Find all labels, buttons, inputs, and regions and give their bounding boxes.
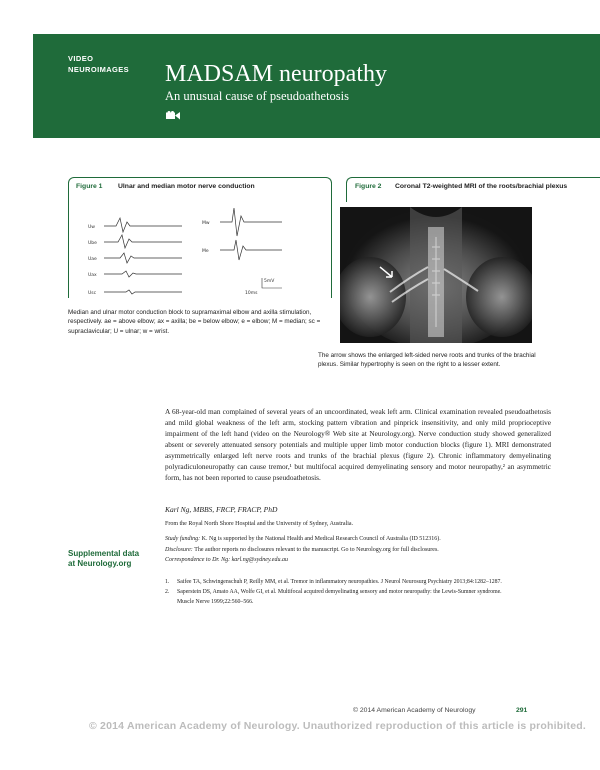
disclosure-line: Disclosure: The author reports no disclosures relevant to the manuscript. Go to Neurology.org for full disclosures. xyxy=(165,546,439,553)
figure2-title: Coronal T2-weighted MRI of the roots/brachial plexus xyxy=(395,183,568,190)
trace-label-uae: Uae xyxy=(88,257,97,262)
references-list xyxy=(165,577,515,607)
article-category xyxy=(68,53,129,75)
correspondence-line: Correspondence to Dr. Ng: karl.ng@sydney.edu.au xyxy=(165,557,288,563)
trace-mw xyxy=(220,208,282,236)
reference-item: 1. Saifee TA, Schwingenschuh P, Reilly MM, et al. Tremor in inflammatory neuropathies. J Neurol Neurosurg Psychiatry 2013;84:1282–1287. xyxy=(165,579,502,585)
study-funding-line: Study funding: K. Ng is supported by the National Health and Medical Research Council of Australia (ID 512316). xyxy=(165,536,441,542)
category-video: VIDEO xyxy=(68,54,94,63)
journal-copyright: © 2014 American Academy of Neurology xyxy=(353,707,476,714)
trace-label-uw: Uw xyxy=(88,225,95,230)
figure2-caption: The arrow shows the enlarged left-sided nerve roots and trunks of the brachial plexus. Similar hypertrophy is seen on the right to a lesser extent. xyxy=(318,352,536,369)
trace-usc xyxy=(104,290,182,294)
ulnar-traces xyxy=(104,218,182,294)
category-neuroimages: NEUROIMAGES xyxy=(68,65,130,74)
page-number: 291 xyxy=(516,707,528,714)
figure1-title: Ulnar and median motor nerve conduction xyxy=(118,183,255,190)
median-traces xyxy=(220,208,282,260)
nerve-conduction-traces xyxy=(82,208,292,303)
correspondence-email[interactable]: karl.ng@sydney.edu.au xyxy=(231,557,288,563)
figure1-label: Figure 1 xyxy=(76,183,103,190)
reference-item: 2. Saperstein DS, Amato AA, Wolfe GI, et al. Multifocal acquired demyelinating sensory and motor neuropathy: the Lewis-Sumner syndrome. Muscle Nerve 1999;22:560–566. xyxy=(165,589,502,605)
affiliation: From the Royal North Shore Hospital and the University of Sydney, Australia. xyxy=(165,521,354,527)
trace-label-uax: Uax xyxy=(88,273,97,278)
video-camera-icon[interactable] xyxy=(166,111,180,120)
funding-disclosure xyxy=(165,534,565,566)
trace-uax xyxy=(104,271,182,277)
author-line: Karl Ng, MBBS, FRCP, FRACP, PhD xyxy=(165,505,278,514)
trace-uw xyxy=(104,218,182,232)
trace-label-mw: Mw xyxy=(202,221,210,226)
article-title: MADSAM neuropathy xyxy=(165,61,387,87)
trace-ube xyxy=(104,235,182,248)
trace-me xyxy=(220,240,282,260)
trace-uae xyxy=(104,253,182,263)
figure1-caption: Median and ulnar motor conduction block to supramaximal elbow and axilla stimulation, respectively. ae = above elbow; ax = axilla; be = below elbow; e = elbow; M = median; sc = supraclavicular; U = ulnar; w = wrist. xyxy=(68,309,321,335)
trace-label-usc: Usc xyxy=(88,291,97,296)
scale-amp-label: 5mV xyxy=(264,279,275,284)
figure2-label: Figure 2 xyxy=(355,183,382,190)
scale-time-label: 10ms xyxy=(245,291,258,296)
trace-label-me: Me xyxy=(202,249,209,254)
body-paragraph: A 68-year-old man complained of several years of an uncoordinated, weak left arm. Clinical examination revealed pseudoathetosis and mild global weakness of the left arm, stocking pattern vibration and pinprick insensitivity, and only mild proprioceptive impairment of the left hand (video on the Neurology® Web site at Neurology.org). Nerve conduction study showed generalized absent or severely attenuated sensory potentials and multiple upper limb motor conduction blocks (figure 1). MRI demonstrated asymmetrically enlarged left nerve roots and trunks of the brachial plexus (figure 2). Chronic inflammatory demyelinating polyradiculoneuropathy can cause tremor,¹ but multifocal acquired demyelinating sensory and motor neuropathy,² an asymmetric form, has not been reported to cause pseudoathetosis. xyxy=(165,407,551,482)
article-subtitle: An unusual cause of pseudoathetosis xyxy=(165,89,349,103)
trace-label-ube: Ube xyxy=(88,241,97,246)
reproduction-notice: © 2014 American Academy of Neurology. Unauthorized reproduction of this article is prohibited. xyxy=(89,720,586,732)
mri-image xyxy=(340,207,532,343)
supplemental-data-link[interactable]: Supplemental data at Neurology.org xyxy=(68,549,140,568)
